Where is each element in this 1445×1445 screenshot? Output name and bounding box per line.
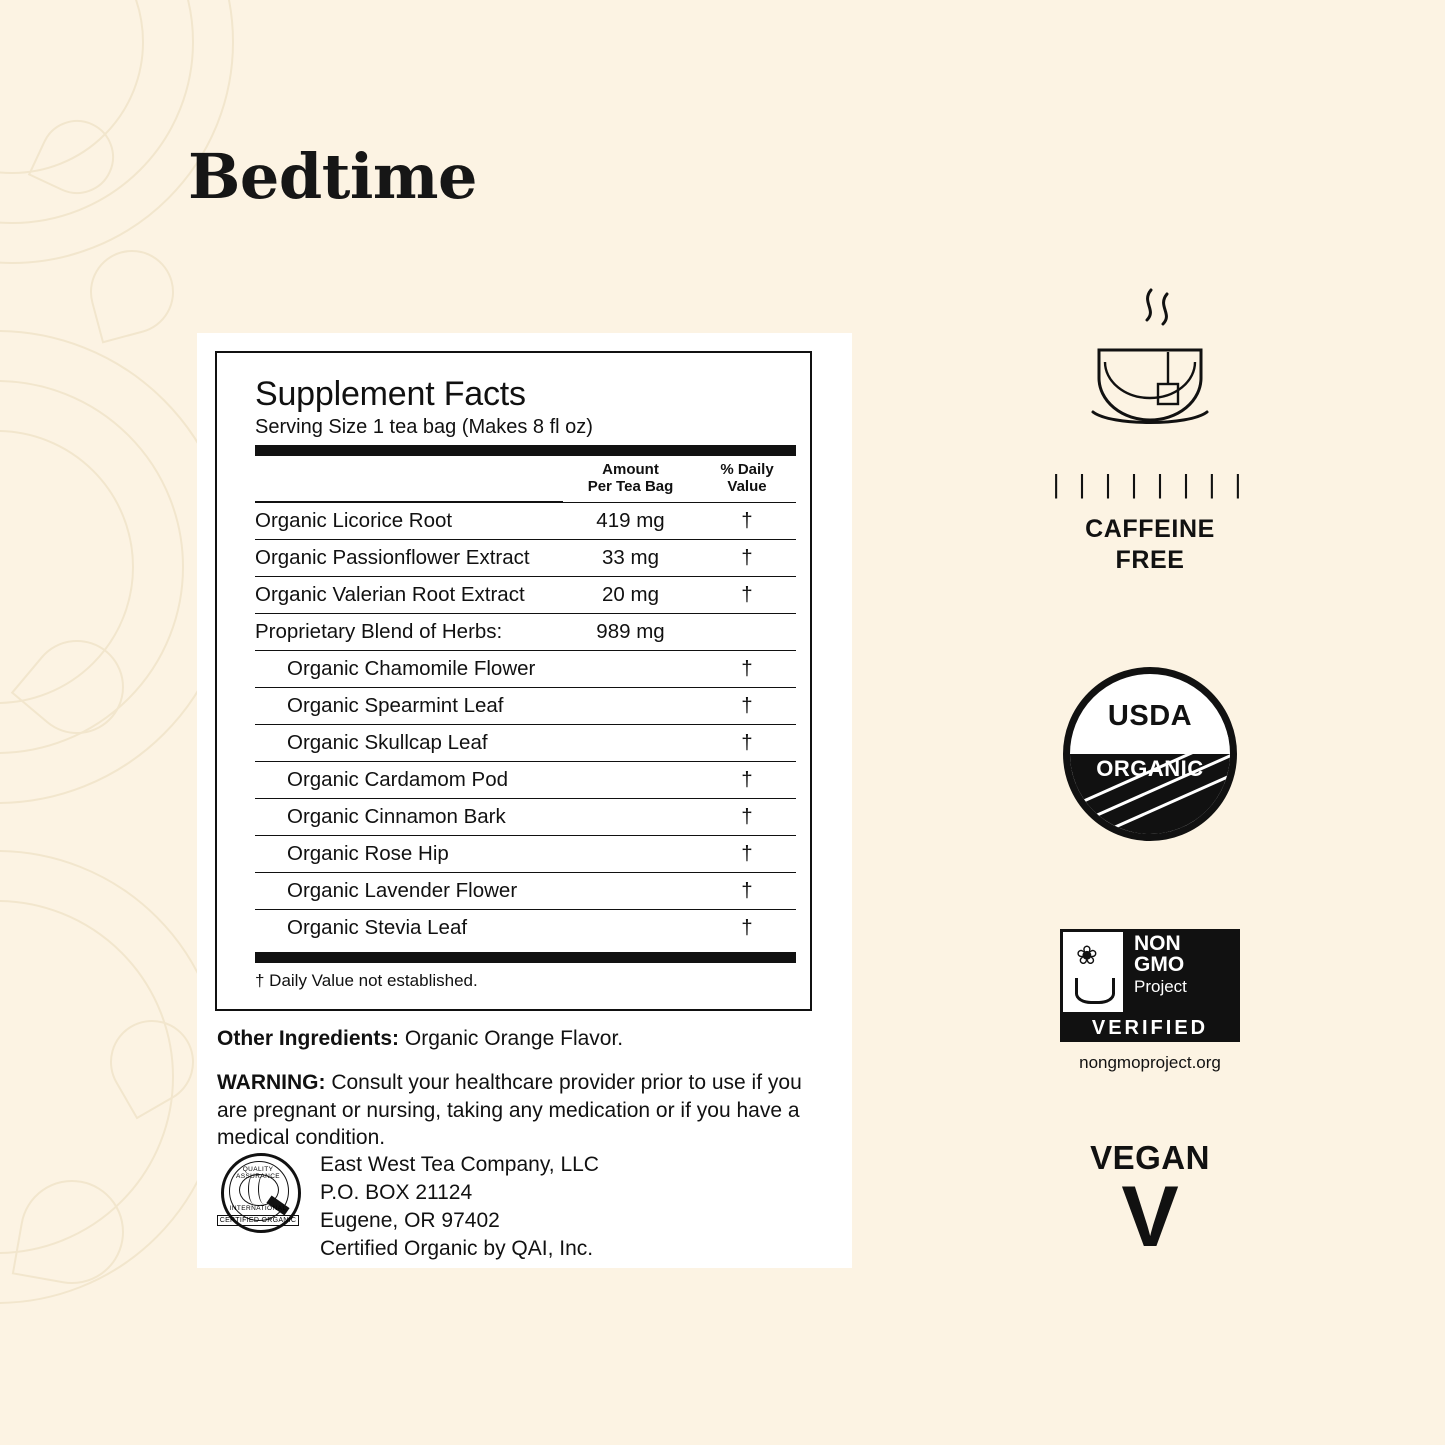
ingredient-dv: † — [698, 799, 796, 836]
header-dv-line1: % Daily — [720, 461, 774, 478]
non-gmo-icon — [1060, 929, 1240, 1047]
qai-certified-organic-seal-icon — [217, 1153, 299, 1235]
non-gmo-line2: GMO — [1134, 953, 1185, 977]
ingredient-amount: 33 mg — [563, 540, 698, 577]
vegan-badge — [1000, 1139, 1300, 1265]
caffeine-free-line1: CAFFEINE — [1085, 515, 1215, 543]
butterfly-icon: ❀ — [1076, 940, 1098, 970]
header-dv-line2: Value — [727, 477, 767, 495]
header-daily-value — [698, 456, 796, 502]
supplement-facts-heading: Supplement Facts — [255, 375, 526, 413]
ornament-circle — [0, 0, 234, 264]
qai-arc-top: QUALITY ASSURANCE — [235, 1166, 281, 1180]
ingredient-amount — [563, 910, 698, 947]
warning-label: WARNING: — [217, 1071, 326, 1094]
ingredient-dv: † — [698, 502, 796, 540]
ingredient-dv: † — [741, 916, 753, 940]
dash-row: | | | | | | | | — [1052, 469, 1248, 499]
ingredient-name: Organic Stevia Leaf — [287, 916, 468, 940]
non-gmo-project-badge — [1000, 929, 1300, 1073]
ingredient-dv — [698, 614, 796, 651]
table-row — [255, 725, 796, 762]
supplement-facts-box — [215, 351, 812, 1011]
table-row — [255, 873, 796, 910]
non-gmo-line1: NON — [1134, 932, 1181, 955]
divider-thick-top — [255, 445, 796, 456]
caffeine-free-badge — [1000, 280, 1300, 575]
warning-text — [217, 1069, 833, 1152]
usda-organic-badge — [1000, 667, 1300, 841]
badge-column — [1000, 280, 1300, 1265]
divider-thick-bottom — [255, 952, 796, 963]
table-row — [255, 540, 796, 577]
table-row — [255, 614, 796, 651]
ingredient-name: Organic Spearmint Leaf — [255, 688, 563, 725]
ingredient-name: Organic Cinnamon Bark — [255, 799, 563, 836]
serving-size: Serving Size 1 tea bag (Makes 8 fl oz) — [255, 416, 593, 438]
ingredient-name: Organic Valerian Root Extract — [255, 577, 563, 614]
header-amount-line2: Per Tea Bag — [587, 477, 674, 495]
company-certification: Certified Organic by QAI, Inc. — [320, 1236, 594, 1260]
ornament-circle — [0, 430, 134, 704]
ingredient-amount — [563, 725, 698, 762]
ornament-circle — [0, 0, 144, 174]
caffeine-free-line2: FREE — [1115, 545, 1185, 574]
ornament-petal — [12, 1172, 132, 1292]
ornament-circle — [0, 900, 174, 1254]
ingredient-dv: † — [698, 873, 796, 910]
table-row — [255, 910, 796, 947]
table-row — [255, 836, 796, 873]
non-gmo-url: nongmoproject.org — [1079, 1053, 1221, 1072]
ingredient-amount — [563, 688, 698, 725]
supplement-facts-panel — [197, 333, 852, 1268]
vegan-leaf-icon: V — [1121, 1169, 1179, 1265]
table-row — [255, 762, 796, 799]
non-gmo-verified: VERIFIED — [1060, 1015, 1240, 1042]
company-po-box: P.O. BOX 21124 — [320, 1180, 473, 1204]
ingredient-name: Proprietary Blend of Herbs: — [255, 614, 563, 651]
ingredient-dv: † — [698, 651, 796, 688]
vegan-label: VEGAN — [1090, 1139, 1210, 1176]
ingredient-name: Organic Licorice Root — [255, 502, 563, 540]
ornament-petal — [81, 241, 184, 344]
ingredient-amount: 20 mg — [563, 577, 698, 614]
header-blank — [255, 456, 563, 502]
table-row — [255, 651, 796, 688]
ingredient-dv: † — [698, 836, 796, 873]
ornament-circle — [0, 0, 194, 224]
table-row — [255, 688, 796, 725]
table-row — [255, 502, 796, 540]
ornament-circle — [0, 380, 184, 754]
non-gmo-line3: Project — [1134, 976, 1187, 996]
ingredient-name: Organic Passionflower Extract — [255, 540, 563, 577]
header-amount — [563, 456, 698, 502]
ornament-circle — [0, 850, 224, 1304]
other-ingredients — [217, 1027, 827, 1051]
ingredient-name: Organic Chamomile Flower — [255, 651, 563, 688]
ornament-petal — [95, 1005, 210, 1120]
ornament-petal — [11, 621, 143, 753]
ingredient-name: Organic Cardamom Pod — [255, 762, 563, 799]
ingredient-name: Organic Skullcap Leaf — [255, 725, 563, 762]
ingredient-amount — [563, 799, 698, 836]
warning-body: Consult your healthcare provider prior to use if you are pregnant or nursing, taking any medication or if you have a medical condition. — [217, 1071, 802, 1150]
ingredient-amount — [563, 836, 698, 873]
ingredient-name: Organic Rose Hip — [255, 836, 563, 873]
header-amount-line1: Amount — [602, 461, 659, 478]
ingredient-amount: 989 mg — [563, 614, 698, 651]
ingredient-dv: † — [698, 577, 796, 614]
other-ingredients-text: Organic Orange Flavor. — [399, 1027, 624, 1050]
ingredient-amount — [563, 651, 698, 688]
usda-organic-seal-icon — [1063, 667, 1237, 841]
table-row — [255, 799, 796, 836]
ingredient-name: Organic Lavender Flower — [255, 873, 563, 910]
page-title: Bedtime — [188, 140, 477, 213]
company-city-state: Eugene, OR 97402 — [320, 1208, 500, 1232]
other-ingredients-label: Other Ingredients: — [217, 1027, 400, 1050]
company-name: East West Tea Company, LLC — [320, 1153, 599, 1176]
ingredient-amount — [563, 762, 698, 799]
usda-text: USDA — [1107, 700, 1193, 732]
ingredient-dv: † — [698, 725, 796, 762]
ingredient-amount — [563, 873, 698, 910]
table-header-row — [255, 456, 796, 502]
ingredient-dv: † — [698, 762, 796, 799]
table-row — [255, 577, 796, 614]
qai-caption: CERTIFIED ORGANIC — [217, 1215, 299, 1226]
supplement-facts-table — [255, 456, 796, 946]
company-address — [320, 1151, 599, 1263]
qai-arc-bottom: INTERNATIONAL — [229, 1205, 287, 1212]
ingredient-amount: 419 mg — [563, 502, 698, 540]
ingredient-dv: † — [698, 688, 796, 725]
organic-text: ORGANIC — [1096, 756, 1204, 781]
ingredient-dv: † — [698, 540, 796, 577]
daily-value-footnote: † Daily Value not established. — [255, 971, 478, 991]
tea-cup-icon — [1055, 280, 1245, 460]
ornament-petal — [28, 108, 126, 206]
